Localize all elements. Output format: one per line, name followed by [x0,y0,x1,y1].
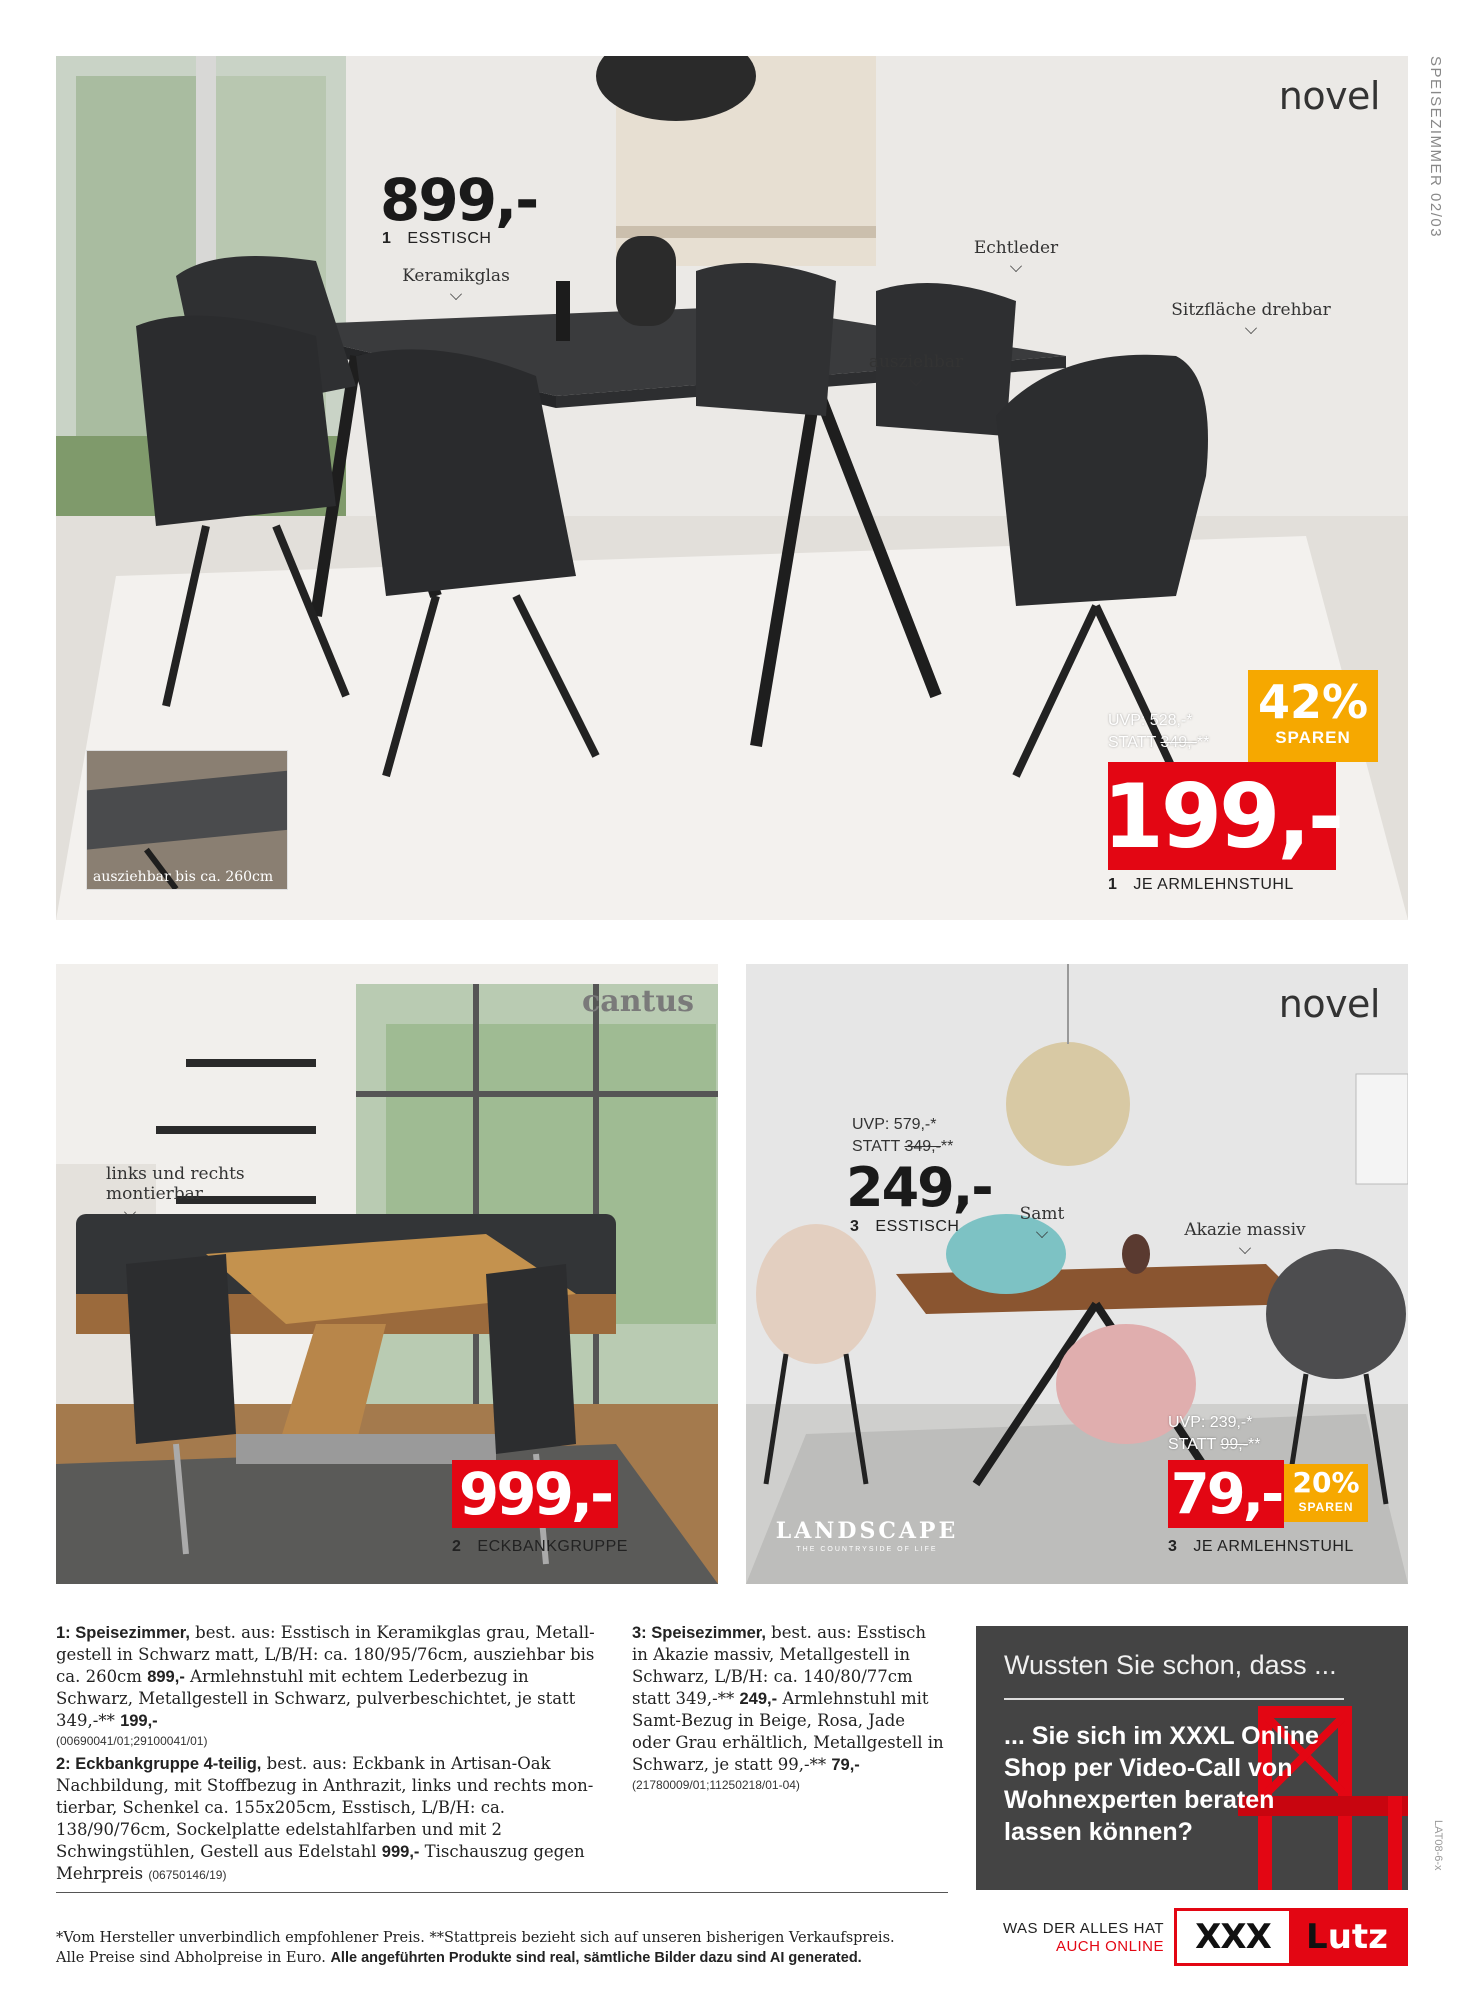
feature-label: Echtleder [973,238,1059,258]
landscape-title: LANDSCAPE [775,1518,959,1544]
legal-footnote [56,1928,895,1968]
chevron-down-icon [1245,322,1257,334]
top-product-photo [56,56,1408,920]
feature-label: Akazie massiv [1184,1220,1306,1240]
uvp-price: UVP: 579,-* [852,1116,937,1133]
chair-reference-prices [1108,710,1209,754]
description-item-2: 2: Eckbankgruppe 4-teilig, best. aus: Eckbank in Artisan-Oak Nachbildung, mit Stoffbezug in Anthrazit, links und rechts mon-tierbar, Schenkel ca. 155x205cm, Esstisch, L/B/H: ca. 138/90/76cm, Sockelplatte edelstahlfarben und mit 2 Schwingstühlen, Gestell aus Edelstahl 999,- Tischauszug gegen Mehrpreis (06750146/19) [56,1754,594,1883]
feature-label: Keramikglas [402,266,510,286]
chair-reference-prices [1168,1412,1260,1456]
brand-logo-novel: novel [1278,982,1380,1026]
landscape-subtitle: THE COUNTRYSIDE OF LIFE [796,1546,938,1553]
statt-price: STATT 349,-** [852,1138,954,1155]
statt-price: STATT 99,-** [1168,1436,1261,1453]
chevron-down-icon [124,1206,136,1218]
product-name: ECKBANKGRUPPE [477,1538,628,1555]
chair-price-tag: 199,- [1108,762,1336,870]
slogan-line-2: AUCH ONLINE [1055,1938,1164,1955]
savings-label: SPAREN [1275,728,1351,747]
savings-badge [1284,1464,1368,1522]
feature-montierbar [106,1164,346,1218]
inset-caption: ausziehbar bis ca. 260cm [93,869,274,885]
acacia-dining-photo [746,964,1408,1584]
footer-divider [56,1892,948,1893]
feature-akazie [1170,1220,1320,1254]
logo-xxx: XXX [1177,1911,1289,1963]
product-number: 2 [452,1538,462,1555]
feature-ausziehbar [856,352,976,386]
product-name: ESSTISCH [875,1218,960,1235]
info-divider [1004,1698,1344,1700]
chair-label [1108,876,1294,894]
feature-drehbar [1156,300,1346,334]
feature-label: Sitzfläche drehbar [1171,300,1331,320]
chair-price-tag: 79,- [1168,1460,1284,1528]
footnote-line-2: Alle Preise sind Abholpreise in Euro. Alle angeführten Produkte sind real, sämtliche Bilder dazu sind AI generated. [56,1950,862,1966]
table-label [382,230,491,248]
savings-label: SPAREN [1298,1500,1354,1514]
chevron-down-icon [1010,260,1022,272]
article-number: (00690041/01;29100041/01) [56,1734,208,1748]
feature-label: Samt [1019,1204,1065,1224]
chevron-down-icon [450,288,462,300]
table-price: 249,- [846,1156,992,1219]
chair-label [1168,1538,1354,1556]
brand-logo-novel: novel [1278,74,1380,118]
chevron-down-icon [1239,1242,1251,1254]
description-column-left [56,1622,596,1888]
uvp-price: UVP: 239,-* [1168,1414,1253,1431]
slogan-line-1: WAS DER ALLES HAT [1002,1920,1164,1937]
slogan [988,1920,1164,1956]
chevron-down-icon [910,374,922,386]
product-name: JE ARMLEHNSTUHL [1133,876,1294,893]
article-number: (06750146/19) [148,1868,227,1882]
statt-price: STATT 349,-** [1108,734,1210,751]
corner-bench-scene [56,964,718,1584]
product-name: ESSTISCH [407,230,492,247]
did-you-know-box [976,1626,1408,1890]
feature-keramikglas [396,266,516,300]
table-label [850,1218,959,1236]
table-price: 899,- [380,166,538,234]
brand-logo-landscape [772,1518,962,1553]
xxxlutz-logo [1174,1908,1408,1966]
uvp-price: UVP: 528,-* [1108,712,1193,729]
brand-logo-cantus: cantus [582,984,695,1019]
feature-samt [1002,1204,1082,1238]
product-number: 1 [382,230,392,247]
product-number: 3 [850,1218,860,1235]
corner-bench-price-tag: 999,- [452,1460,618,1528]
chevron-down-icon [1036,1226,1048,1238]
catalog-code: LAT08-6-x [1432,1820,1444,1871]
description-column-right [632,1622,944,1797]
product-number: 1 [1108,876,1118,893]
info-question: Wussten Sie schon, dass ... [1004,1650,1337,1680]
info-answer: ... Sie sich im XXXL Online Shop per Video-Call von Wohnexperten beraten lassen können? [1004,1722,1319,1846]
description-item-3: 3: Speisezimmer, best. aus: Esstisch in Akazie massiv, Metallgestell in Schwarz, L/B/H: ca. 140/80/77cm statt 349,-** 249,- Armlehnstuhl mit Samt-Bezug in Beige, Rosa, Jade oder Grau erhältlich, Metallgestell in Schwarz, je statt 99,-** 79,- (21780009/01;11250218/01-04) [632,1623,944,1792]
description-item-1: 1: Speisezimmer, best. aus: Esstisch in Keramikglas grau, Metall-gestell in Schwarz matt, L/B/H: ca. 180/95/76cm, ausziehbar bis ca. 260cm 899,- Armlehnstuhl mit echtem Lederbezug in Schwarz, Metallgestell in Schwarz, pulverbeschichtet, je statt 349,-** 199,- (00690041/01;29100041/01) [56,1623,595,1748]
extension-inset-photo [86,750,288,890]
corner-bench-label [452,1538,628,1556]
section-label: SPEISEZIMMER 02/03 [1427,56,1444,239]
feature-echtleder [956,238,1076,272]
savings-percent: 42% [1257,675,1369,729]
savings-percent: 20% [1292,1466,1360,1499]
savings-badge [1248,670,1378,762]
logo-lutz: L utz [1306,1917,1388,1957]
corner-bench-photo [56,964,718,1584]
feature-label: links und rechts montierbar [106,1164,245,1204]
table-reference-prices [852,1114,953,1158]
product-number: 3 [1168,1538,1178,1555]
feature-label: ausziehbar [868,352,964,372]
article-number: (21780009/01;11250218/01-04) [632,1778,800,1792]
product-name: JE ARMLEHNSTUHL [1193,1538,1354,1555]
footnote-line-1: *Vom Hersteller unverbindlich empfohlener Preis. **Stattpreis bezieht sich auf unseren bisherigen Verkaufspreis. [56,1930,895,1946]
